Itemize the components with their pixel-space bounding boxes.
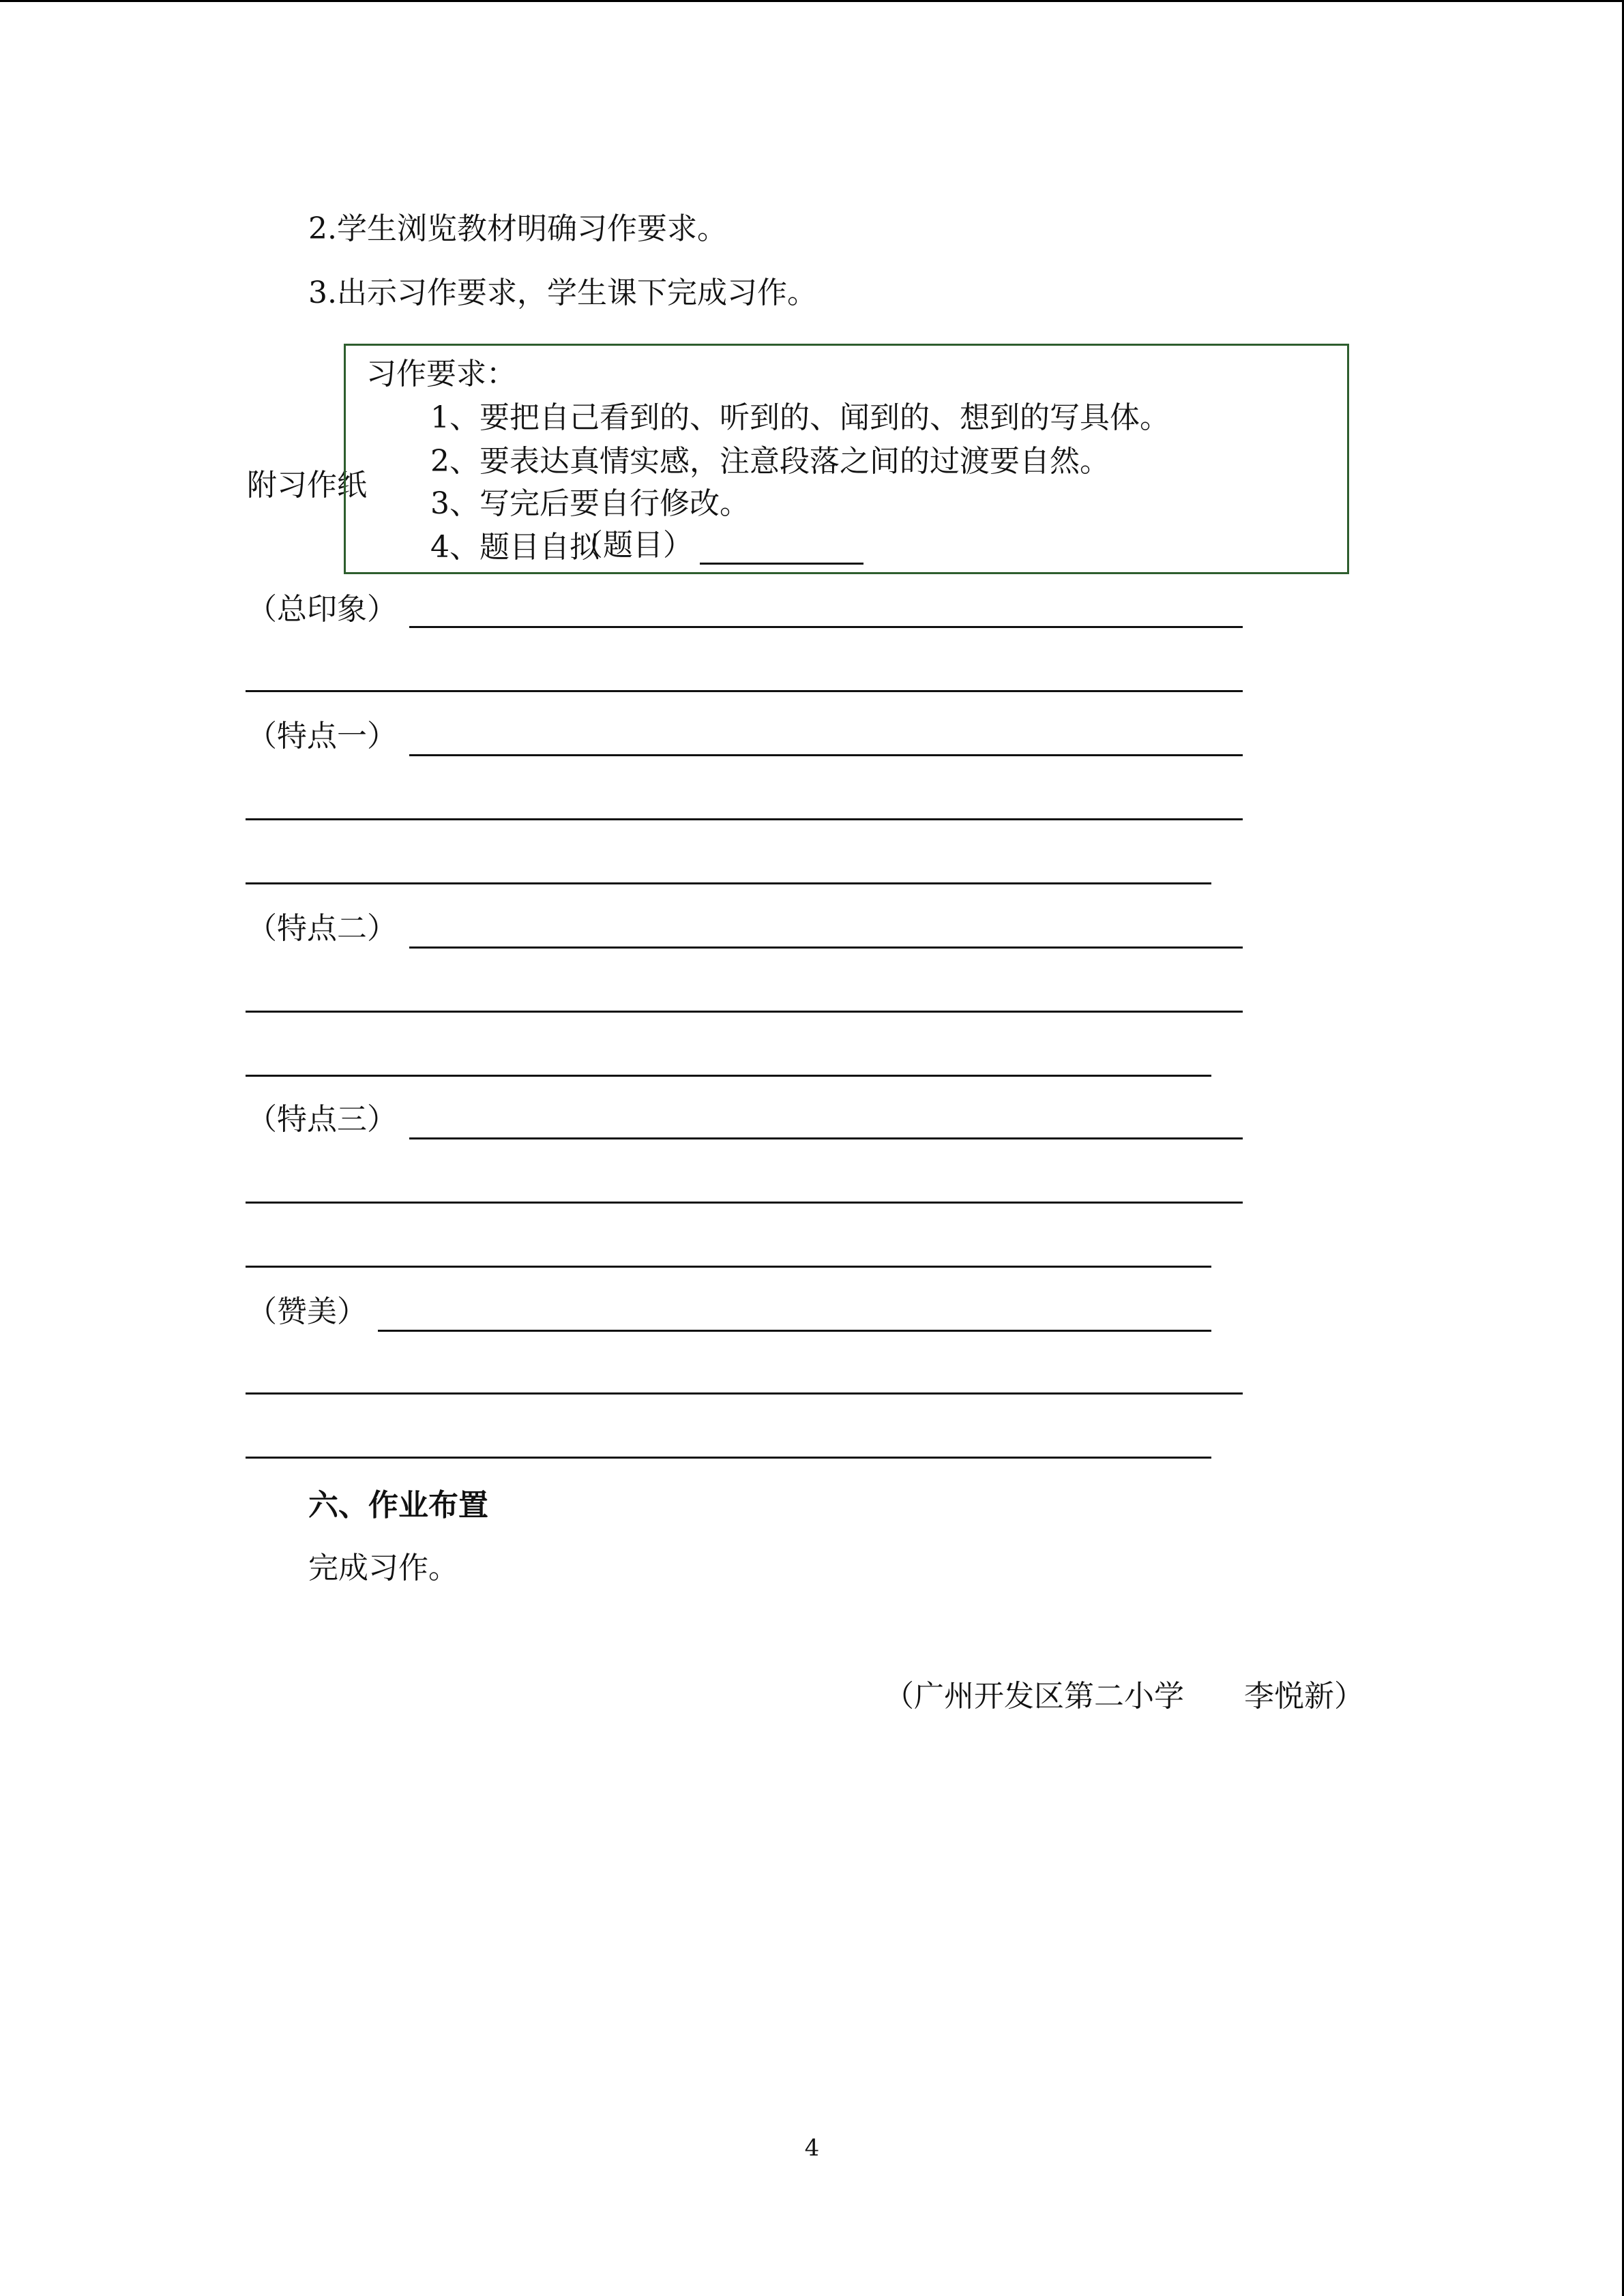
- writing-line[interactable]: [409, 626, 1243, 628]
- label-overall: （总印象）: [247, 592, 397, 627]
- writing-line[interactable]: [246, 1457, 1211, 1459]
- label-feature-2: （特点二）: [247, 911, 397, 946]
- requirement-2: 2、要表达真情实感，注意段落之间的过渡要自然。: [430, 444, 1110, 479]
- writing-line[interactable]: [246, 818, 1243, 820]
- title-label: （题目）: [573, 528, 693, 563]
- requirements-title: 习作要求：: [366, 357, 516, 391]
- step-2: 2.学生浏览教材明确习作要求。: [308, 211, 727, 246]
- writing-line[interactable]: [246, 690, 1243, 692]
- label-feature-1: （特点一）: [247, 719, 397, 754]
- writing-line[interactable]: [246, 1075, 1211, 1077]
- title-blank[interactable]: [700, 531, 863, 565]
- title-label-row: [573, 526, 863, 565]
- requirement-4: 4、题目自拟: [430, 530, 600, 565]
- writing-line[interactable]: [246, 882, 1211, 884]
- writing-line[interactable]: [246, 1392, 1243, 1395]
- writing-line[interactable]: [246, 1266, 1211, 1268]
- page-number: 4: [804, 2134, 820, 2162]
- top-border: [0, 0, 1624, 2]
- label-feature-3: （特点三）: [247, 1102, 397, 1137]
- label-praise: （赞美）: [247, 1294, 367, 1329]
- homework-content: 完成习作。: [308, 1551, 458, 1585]
- author-attribution: （广州开发区第二小学 李悦新）: [884, 1679, 1364, 1714]
- step-3: 3.出示习作要求，学生课下完成习作。: [308, 275, 817, 310]
- writing-line[interactable]: [409, 946, 1243, 949]
- writing-line[interactable]: [409, 1137, 1243, 1139]
- writing-line[interactable]: [246, 1202, 1243, 1204]
- worksheet-caption: 附习作纸: [247, 468, 367, 503]
- writing-line[interactable]: [409, 754, 1243, 756]
- writing-line[interactable]: [246, 1011, 1243, 1013]
- requirement-3: 3、写完后要自行修改。: [430, 486, 750, 521]
- homework-heading: 六、作业布置: [308, 1488, 488, 1523]
- requirement-1: 1、要把自己看到的、听到的、闻到的、想到的写具体。: [430, 400, 1170, 435]
- writing-line[interactable]: [378, 1330, 1211, 1332]
